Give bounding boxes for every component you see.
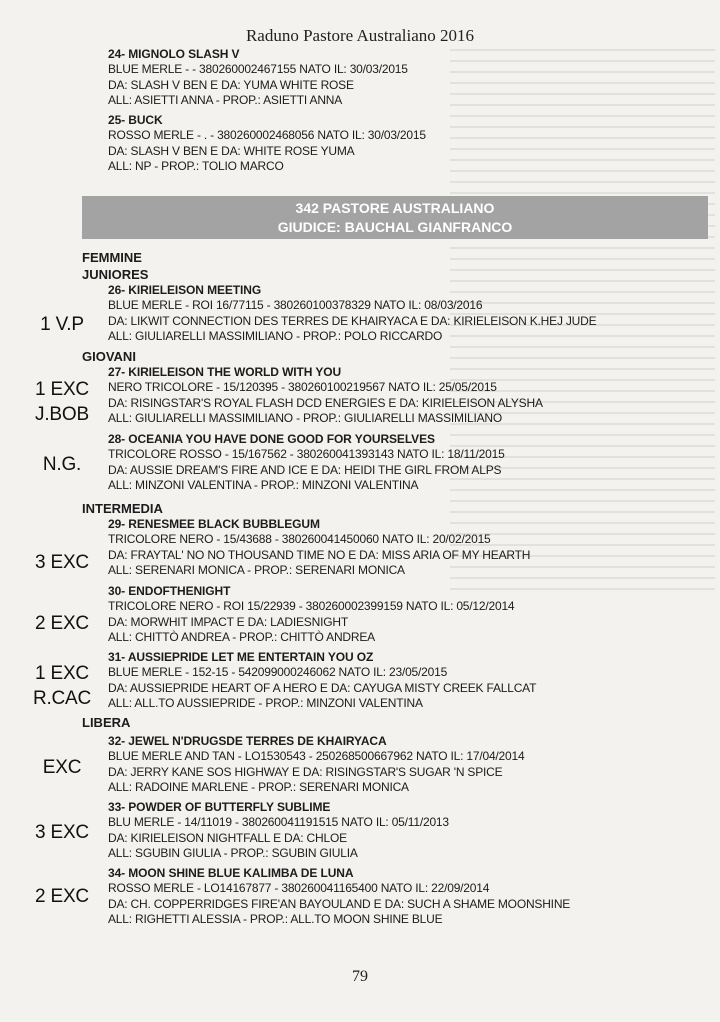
entry-33 [108, 800, 708, 862]
entry-34 [108, 866, 708, 928]
breed-judge-banner [82, 196, 708, 239]
entry-color-line: BLU MERLE - 14/11019 - 380260041191515 NATO IL: 05/11/2013 [108, 815, 449, 829]
section-femmine: FEMMINE [82, 250, 142, 265]
entry-parents-line: DA: JERRY KANE SOS HIGHWAY E DA: RISINGSTAR'S SUGAR 'N SPICE [108, 764, 503, 779]
entry-owner-line: ALL: GIULIARELLI MASSIMILIANO - PROP.: GIULIARELLI MASSIMILIANO [108, 411, 502, 426]
entry-name: 30- ENDOFTHENIGHT [108, 584, 231, 598]
entry-name: 26- KIRIELEISON MEETING [108, 283, 262, 297]
entry-color-line: BLUE MERLE AND TAN - LO1530543 - 250268500667962 NATO IL: 17/04/2014 [108, 749, 525, 763]
entry-parents-line: DA: KIRIELEISON NIGHTFALL E DA: CHLOE [108, 830, 347, 845]
section-intermedia: INTERMEDIA [82, 501, 163, 516]
entry-name: 29- RENESMEE BLACK BUBBLEGUM [108, 517, 320, 531]
entry-parents-line: DA: MORWHIT IMPACT E DA: LADIESNIGHT [108, 614, 348, 629]
result-31-grade: 1 EXC [35, 663, 89, 684]
entry-26 [108, 283, 708, 345]
entry-parents-line: DA: AUSSIE DREAM'S FIRE AND ICE E DA: HEIDI THE GIRL FROM ALPS [108, 462, 502, 477]
result-27-title: J.BOB [35, 404, 89, 425]
entry-owner-line: ALL: SERENARI MONICA - PROP.: SERENARI MONICA [108, 563, 405, 578]
entry-parents-line: DA: LIKWIT CONNECTION DES TERRES DE KHAIRYACA E DA: KIRIELEISON K.HEJ JUDE [108, 313, 597, 328]
breed-title: 342 PASTORE AUSTRALIANO [295, 200, 495, 216]
entry-color-line: BLUE MERLE - - 380260002467155 NATO IL: 30/03/2015 [108, 62, 408, 76]
result-34: 2 EXC [35, 886, 89, 907]
entry-24 [108, 47, 708, 109]
entry-color-line: ROSSO MERLE - LO14167877 - 380260041165400 NATO IL: 22/09/2014 [108, 881, 490, 895]
entry-name: 32- JEWEL N'DRUGSDE TERRES DE KHAIRYACA [108, 734, 387, 748]
entry-owner-line: ALL: GIULIARELLI MASSIMILIANO - PROP.: POLO RICCARDO [108, 329, 443, 344]
entry-29 [108, 517, 708, 579]
entry-name: 27- KIRIELEISON THE WORLD WITH YOU [108, 365, 342, 379]
entry-name: 33- POWDER OF BUTTERFLY SUBLIME [108, 800, 331, 814]
entry-color-line: BLUE MERLE - 152-15 - 542099000246062 NATO IL: 23/05/2015 [108, 665, 448, 679]
result-26: 1 V.P [40, 314, 84, 335]
entry-owner-line: ALL: RIGHETTI ALESSIA - PROP.: ALL.TO MOON SHINE BLUE [108, 912, 443, 927]
entry-name: 25- BUCK [108, 113, 163, 127]
section-libera: LIBERA [82, 715, 131, 730]
entry-owner-line: ALL: MINZONI VALENTINA - PROP.: MINZONI VALENTINA [108, 478, 419, 493]
entry-27 [108, 365, 708, 427]
result-33: 3 EXC [35, 822, 89, 843]
entry-30 [108, 584, 708, 646]
entry-owner-line: ALL: RADOINE MARLENE - PROP.: SERENARI MONICA [108, 780, 409, 795]
entry-parents-line: DA: AUSSIEPRIDE HEART OF A HERO E DA: CAYUGA MISTY CREEK FALLCAT [108, 680, 537, 695]
entry-owner-line: ALL: NP - PROP.: TOLIO MARCO [108, 159, 284, 174]
result-27-grade: 1 EXC [35, 379, 89, 400]
entry-parents-line: DA: SLASH V BEN E DA: WHITE ROSE YUMA [108, 143, 355, 158]
entry-owner-line: ALL: CHITTÒ ANDREA - PROP.: CHITTÒ ANDREA [108, 630, 375, 645]
result-30: 2 EXC [35, 613, 89, 634]
page-title: Raduno Pastore Australiano 2016 [245, 26, 475, 45]
entry-name: 34- MOON SHINE BLUE KALIMBA DE LUNA [108, 866, 354, 880]
entry-color-line: ROSSO MERLE - . - 380260002468056 NATO IL: 30/03/2015 [108, 128, 426, 142]
entry-name: 24- MIGNOLO SLASH V [108, 47, 240, 61]
result-28: N.G. [42, 454, 82, 475]
entry-color-line: TRICOLORE NERO - ROI 15/22939 - 380260002399159 NATO IL: 05/12/2014 [108, 599, 515, 613]
section-giovani: GIOVANI [82, 349, 136, 364]
entry-parents-line: DA: CH. COPPERRIDGES FIRE'AN BAYOULAND E DA: SUCH A SHAME MOONSHINE [108, 896, 571, 911]
page-number: 79 [352, 968, 368, 985]
result-32: EXC [42, 757, 82, 778]
entry-color-line: BLUE MERLE - ROI 16/77115 - 380260100378329 NATO IL: 08/03/2016 [108, 298, 483, 312]
entry-owner-line: ALL: ASIETTI ANNA - PROP.: ASIETTI ANNA [108, 93, 343, 108]
entry-31 [108, 650, 708, 712]
entry-parents-line: DA: SLASH V BEN E DA: YUMA WHITE ROSE [108, 77, 354, 92]
entry-owner-line: ALL: SGUBIN GIULIA - PROP.: SGUBIN GIULIA [108, 846, 358, 861]
entry-color-line: TRICOLORE ROSSO - 15/167562 - 380260041393143 NATO IL: 18/11/2015 [108, 447, 505, 461]
result-29: 3 EXC [35, 552, 89, 573]
entry-name: 31- AUSSIEPRIDE LET ME ENTERTAIN YOU OZ [108, 650, 374, 664]
entry-parents-line: DA: FRAYTAL' NO NO THOUSAND TIME NO E DA: MISS ARIA OF MY HEARTH [108, 547, 531, 562]
entry-color-line: TRICOLORE NERO - 15/43688 - 380260041450060 NATO IL: 20/02/2015 [108, 532, 491, 546]
entry-color-line: NERO TRICOLORE - 15/120395 - 380260100219567 NATO IL: 25/05/2015 [108, 380, 497, 394]
entry-parents-line: DA: RISINGSTAR'S ROYAL FLASH DCD ENERGIES E DA: KIRIELEISON ALYSHA [108, 395, 543, 410]
entry-owner-line: ALL: ALL.TO AUSSIEPRIDE - PROP.: MINZONI VALENTINA [108, 696, 423, 711]
entry-28 [108, 432, 708, 494]
entry-32 [108, 734, 708, 796]
judge-title: GIUDICE: BAUCHAL GIANFRANCO [277, 219, 513, 235]
entry-25 [108, 113, 708, 175]
section-juniores: JUNIORES [82, 267, 149, 282]
entry-name: 28- OCEANIA YOU HAVE DONE GOOD FOR YOURSELVES [108, 432, 435, 446]
result-31-title: R.CAC [32, 688, 92, 709]
